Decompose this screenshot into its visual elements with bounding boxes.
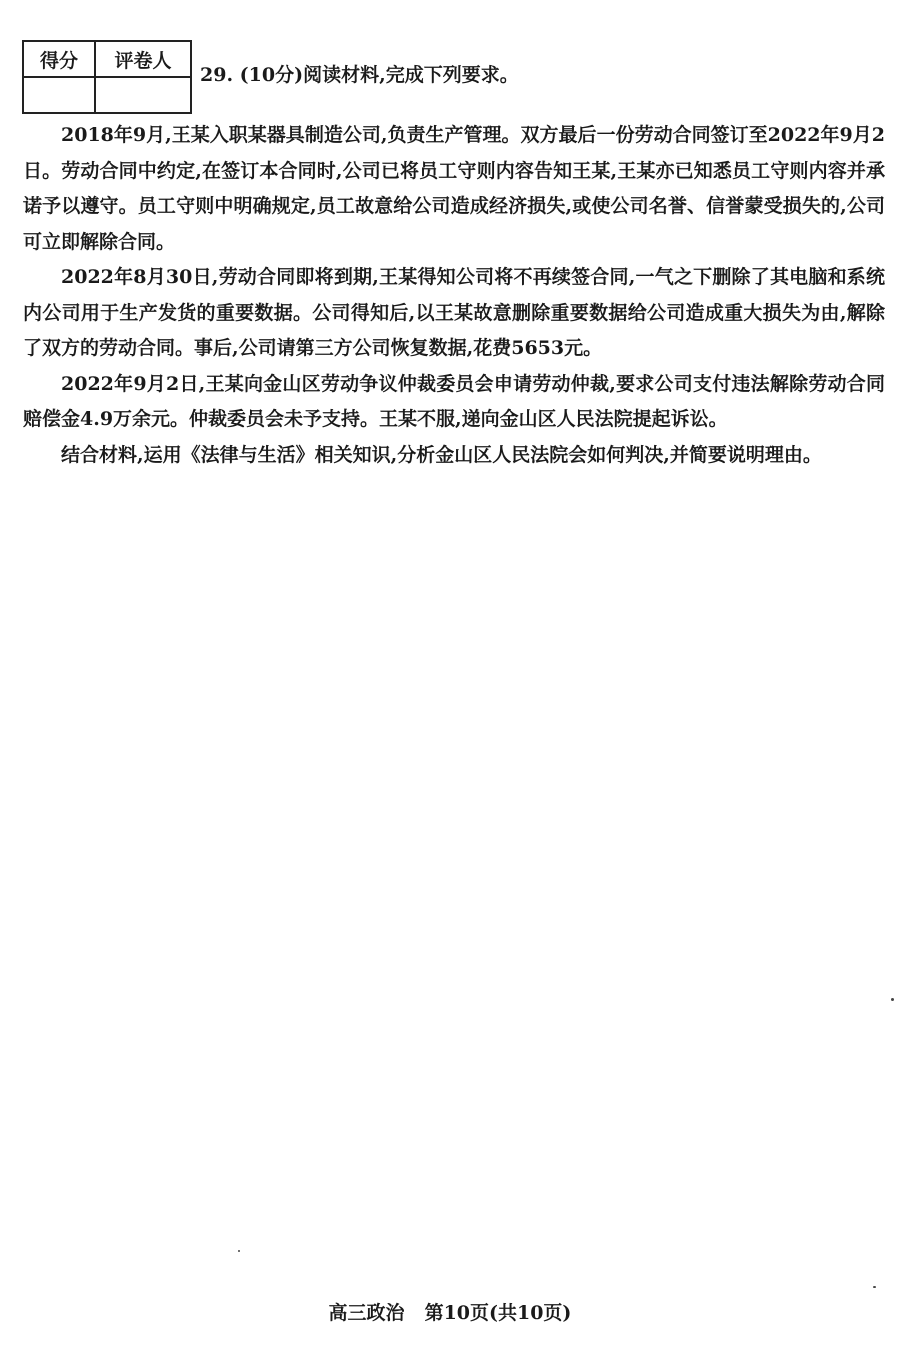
grader-label-cell: 评卷人 [95,41,191,77]
score-label-cell: 得分 [23,41,95,77]
score-table [22,40,192,114]
scan-speck [891,998,894,1001]
score-entry-cell [23,77,95,113]
scan-speck [873,1286,876,1288]
footer-subject: 高三政治 [328,1302,405,1324]
question-instruction: 阅读材料,完成下列要求。 [303,64,519,86]
question-heading [200,60,519,87]
material-paragraph-1: 2018年9月,王某入职某器具制造公司,负责生产管理。双方最后一份劳动合同签订至2022年9月2日。劳动合同中约定,在签订本合同时,公司已将员工守则内容告知王某,王某亦已知悉员工守则内容并承诺予以遵守。员工守则中明确规定,员工故意给公司造成经济损失,或使公司名誉、信誉蒙受损失的,公司可立即解除合同。 [23,124,885,253]
question-number: 29. (10分) [200,64,304,86]
grader-entry-cell [95,77,191,113]
question-prompt: 结合材料,运用《法律与生活》相关知识,分析金山区人民法院会如何判决,并简要说明理由。 [61,443,822,466]
footer-page-info: 第10页(共10页) [424,1302,572,1324]
material-paragraph-3: 2022年9月2日,王某向金山区劳动争议仲裁委员会申请劳动仲裁,要求公司支付违法解除劳动合同赔偿金4.9万余元。仲裁委员会未予支持。王某不服,递向金山区人民法院提起诉讼。 [23,372,885,430]
material-paragraph-2: 2022年8月30日,劳动合同即将到期,王某得知公司将不再续签合同,一气之下删除了其电脑和系统内公司用于生产发货的重要数据。公司得知后,以王某故意删除重要数据给公司造成重大损失为由,解除了双方的劳动合同。事后,公司请第三方公司恢复数据,花费5653元。 [23,266,885,359]
material-text [23,118,885,473]
scan-speck [238,1250,240,1252]
page-footer [0,1298,900,1325]
